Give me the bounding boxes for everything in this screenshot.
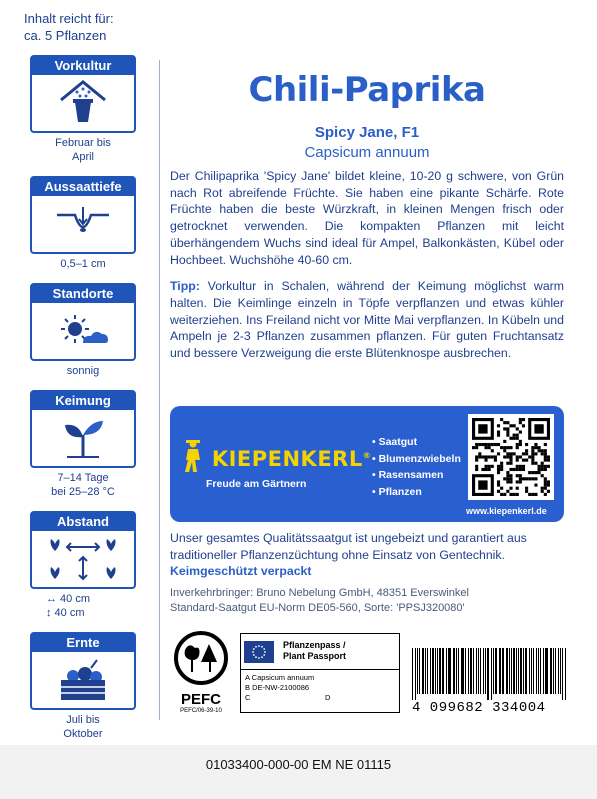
caption-line: April bbox=[71, 151, 94, 163]
product-description: Der Chilipaprika 'Spicy Jane' bildet kleine, 10-20 g schwere, von Grün nach Rot abreifende Früchte. Sie haben eine pikante Schärfe. Rote Früchte haben die beste Würzkraft, in kleinen Mengen frisch oder getrocknet verwenden. Die kompakten Pflanzen mit leicht überhängendem Wuchs sind ideal für Ampel, Balkonkästen, Kübel oder Hochbeet. Wuchshöhe 40-60 cm. bbox=[170, 169, 564, 267]
caption-line: ↕ 40 cm bbox=[46, 607, 85, 619]
content-note bbox=[24, 10, 142, 44]
pefc-label: PEFC bbox=[180, 691, 221, 708]
passport-title: Pflanzenpass / Plant Passport bbox=[283, 640, 347, 661]
standard-line: Standard-Saatgut EU-Norm DE05-560, Sorte: 'PPSJ320080' bbox=[170, 602, 465, 614]
info-box-vorkultur bbox=[30, 55, 136, 133]
content-note-line: Inhalt reicht für: bbox=[24, 11, 114, 26]
legal-info bbox=[170, 586, 564, 616]
tip-body: Vorkultur in Schalen, während der Keimung möglichst warm halten. Die Keimlinge einzeln in Töpfe verpflanzen und etwas kühler weiterziehen. Ins Freiland nicht vor Mitte Mai verpflanzen. In Kübeln und Ampeln je 2-3 Pflanzen zusammen pflanzen. Für guten Fruchtansatz und bessere Verzweigung die erste Blütenknospe ausbrechen. bbox=[170, 279, 564, 361]
info-box-caption bbox=[24, 713, 142, 741]
category-item: • Pflanzen bbox=[372, 485, 422, 498]
category-item: • Saatgut bbox=[372, 436, 418, 448]
passport-row: C D bbox=[245, 693, 331, 702]
info-box-title: Abstand bbox=[32, 513, 134, 531]
category-item: • Blumenzwiebeln bbox=[372, 452, 461, 465]
brand-panel bbox=[170, 406, 564, 522]
info-box-ernte bbox=[30, 632, 136, 710]
info-box-title: Standorte bbox=[32, 285, 134, 303]
caption-line: Juli bis bbox=[66, 714, 100, 726]
info-box-keimung bbox=[30, 390, 136, 468]
caption-line: 0,5–1 cm bbox=[60, 258, 106, 270]
distributor-line: Inverkehrbringer: Bruno Nebelung GmbH, 48351 Everswinkel bbox=[170, 587, 469, 599]
sun-cloud-icon bbox=[32, 303, 134, 359]
seedling-icon bbox=[32, 410, 134, 466]
quality-text: Unser gesamtes Qualitätssaatgut ist ungebeizt und garantiert aus traditioneller Pflanzenzüchtung ohne Einsatz von Gentechnik. bbox=[170, 531, 527, 562]
spacing-arrows-icon bbox=[32, 531, 134, 587]
tip-label: Tipp: bbox=[170, 279, 200, 294]
caption-line: bei 25–28 °C bbox=[51, 486, 115, 498]
pefc-code: PEFC/06-39-10 bbox=[180, 708, 222, 714]
category-item: • Rasensamen bbox=[372, 469, 444, 481]
info-box-caption bbox=[24, 257, 142, 271]
sidebar bbox=[24, 10, 142, 753]
pefc-trees-icon bbox=[173, 630, 229, 686]
barcode bbox=[412, 648, 567, 700]
info-box-caption bbox=[24, 136, 142, 164]
kiepenkerl-logo: KIEPENKERL® bbox=[182, 440, 371, 472]
greenhouse-pot-icon bbox=[32, 75, 134, 131]
info-box-title: Vorkultur bbox=[32, 57, 134, 75]
quality-bold: Keimgeschützt verpackt bbox=[170, 564, 312, 579]
article-number: 01033400-000-00 EM NE 01115 bbox=[205, 757, 392, 772]
caption-line: Februar bis bbox=[55, 137, 111, 149]
harvest-crate-icon bbox=[32, 652, 134, 708]
variety-name: Spicy Jane, F1 bbox=[314, 124, 420, 141]
quality-statement bbox=[170, 530, 564, 580]
passport-row: B DE-NW-2100086 bbox=[245, 683, 310, 692]
info-box-standorte bbox=[30, 283, 136, 361]
logo-text: KIEPENKERL bbox=[211, 447, 363, 471]
info-box-aussaattiefe bbox=[30, 176, 136, 254]
caption-line: Oktober bbox=[63, 728, 103, 740]
hiker-icon bbox=[182, 440, 204, 472]
info-box-title: Ernte bbox=[32, 634, 134, 652]
product-title: Chili-Paprika bbox=[248, 70, 486, 110]
passport-rows bbox=[241, 670, 399, 706]
info-box-title: Aussaattiefe bbox=[32, 178, 134, 196]
passport-row: A Capsicum annuum bbox=[245, 673, 315, 682]
info-box-title: Keimung bbox=[32, 392, 134, 410]
plant-passport bbox=[240, 633, 400, 713]
qr-code[interactable] bbox=[468, 414, 554, 500]
tip-text bbox=[170, 278, 564, 362]
info-box-caption bbox=[24, 592, 142, 620]
info-box-caption bbox=[24, 471, 142, 499]
brand-slogan: Freude am Gärtnern bbox=[206, 478, 307, 490]
brand-categories bbox=[372, 434, 461, 500]
info-box-abstand bbox=[30, 511, 136, 589]
caption-line: sonnig bbox=[66, 365, 100, 377]
pefc-logo bbox=[170, 630, 232, 714]
caption-line: 7–14 Tage bbox=[57, 472, 109, 484]
eu-flag-icon bbox=[241, 634, 277, 669]
latin-name: Capsicum annuum bbox=[304, 144, 430, 161]
caption-line: ↔ 40 cm bbox=[46, 593, 91, 605]
info-box-caption bbox=[24, 364, 142, 378]
content-note-line: ca. 5 Pflanzen bbox=[24, 28, 107, 43]
barcode-number: 4 099682 334004 bbox=[412, 700, 546, 716]
column-divider bbox=[159, 60, 160, 720]
website-link[interactable]: www.kiepenkerl.de bbox=[466, 506, 547, 516]
main-content bbox=[170, 70, 564, 362]
seed-depth-icon bbox=[32, 196, 134, 252]
